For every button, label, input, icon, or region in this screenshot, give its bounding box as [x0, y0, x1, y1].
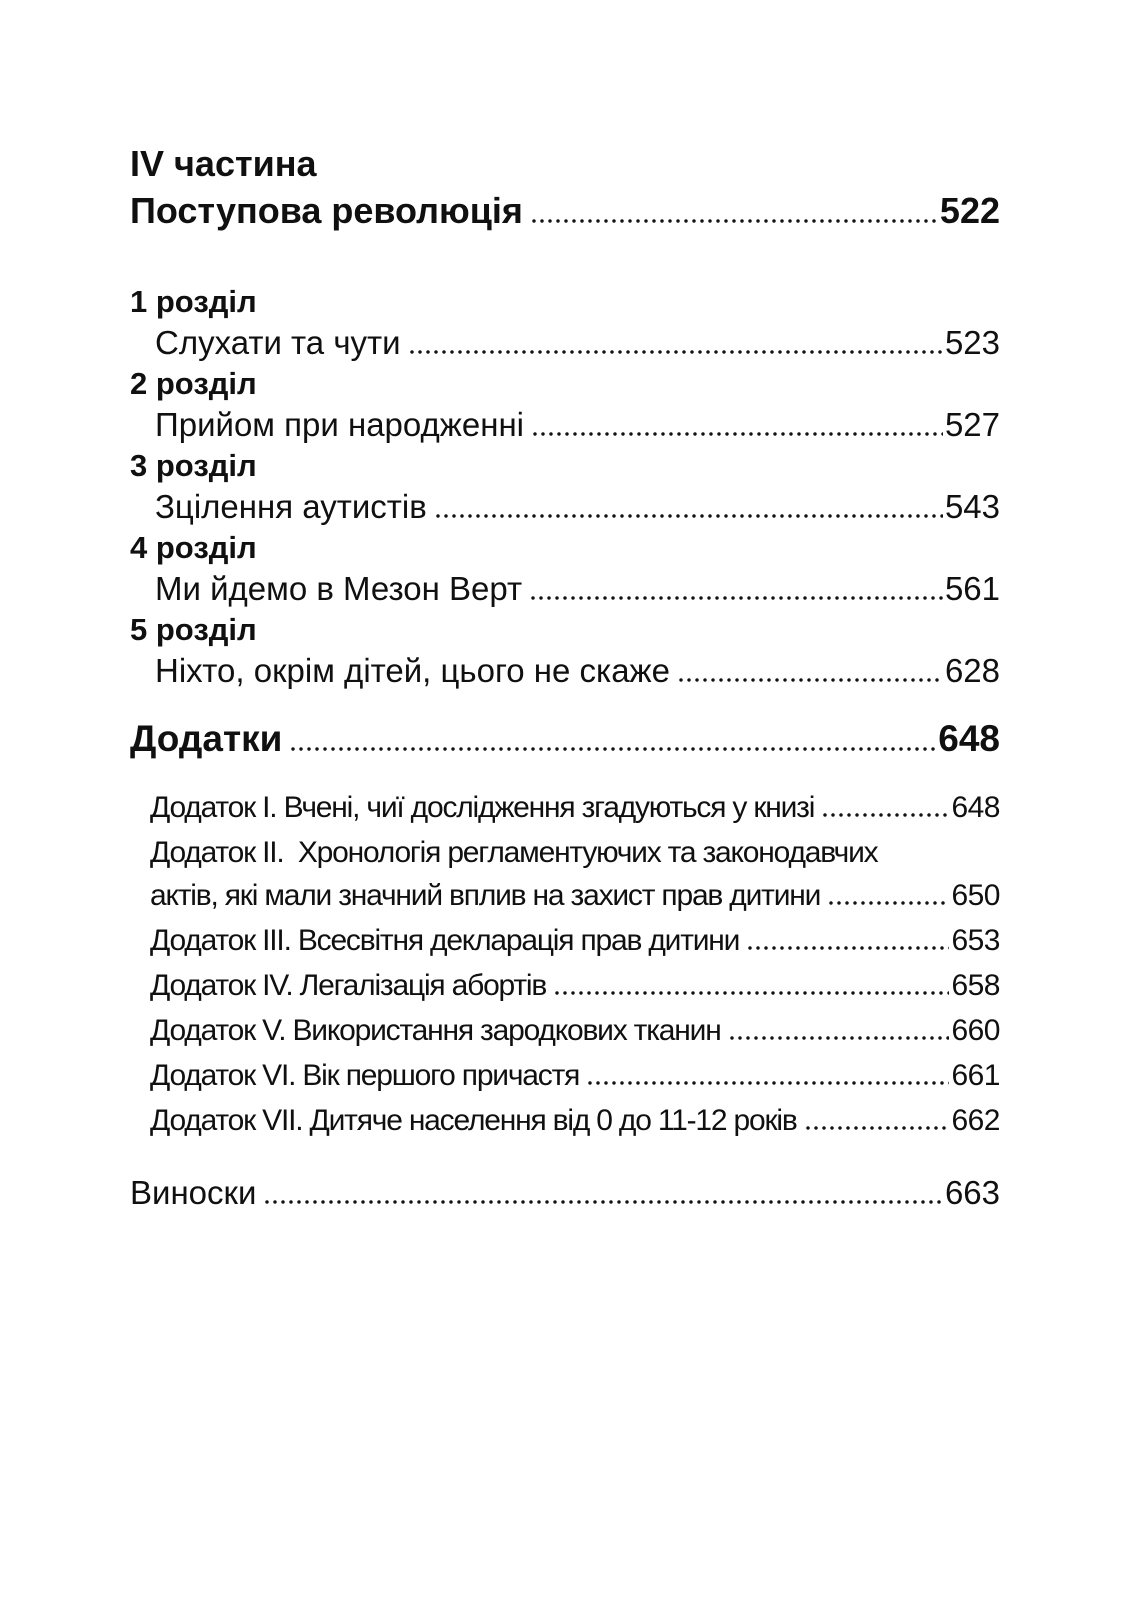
chapter-4-number: 4 розділ: [130, 530, 257, 565]
dot-leader: [263, 1200, 943, 1204]
appendix-2-row: [150, 874, 1000, 917]
chapter-1-row: [130, 322, 1000, 363]
dot-leader: [289, 747, 936, 751]
appendix-2-title-line1: Додаток II. Хронологія регламентуючих та законодавчих: [150, 836, 878, 869]
appendix-3-page-number: 653: [951, 924, 1000, 957]
chapter-2-row: [130, 404, 1000, 445]
chapter-block-1: [130, 281, 1000, 363]
dot-leader: [804, 1126, 950, 1130]
dot-leader: [434, 514, 943, 518]
chapter-3-row: [130, 486, 1000, 527]
appendix-2-title-line2: актів, які мали значний вплив на захист прав дитини: [150, 879, 821, 912]
chapter-5-page-number: 628: [944, 652, 1000, 689]
appendix-3-row: [130, 919, 1000, 962]
appendix-5-row: [130, 1009, 1000, 1052]
appendix-1-title: Додаток I. Вчені, чиї дослідження згадуються у книзі: [150, 791, 815, 824]
part-title: Поступова революція: [130, 190, 523, 231]
appendix-6-title: Додаток VI. Вік першого причастя: [150, 1059, 580, 1092]
chapter-2-page-number: 527: [944, 406, 1000, 443]
footnotes-page-number: 663: [944, 1174, 1000, 1211]
chapter-list: [130, 281, 1000, 691]
chapter-1-page-number: 523: [944, 324, 1000, 361]
footnotes-row: [130, 1172, 1000, 1214]
dot-leader: [677, 678, 943, 682]
chapter-3-page-number: 543: [944, 488, 1000, 525]
dot-leader: [821, 813, 949, 817]
appendix-5-title: Додаток V. Використання зародкових тканин: [150, 1014, 721, 1047]
appendix-2-page-number: 650: [951, 879, 1000, 912]
chapter-3-title: Зцілення аутистів: [155, 488, 427, 525]
part-title-row: [130, 187, 1000, 234]
chapter-block-5: [130, 609, 1000, 691]
chapter-block-3: [130, 445, 1000, 527]
appendix-7-page-number: 662: [951, 1104, 1000, 1137]
appendix-7-title: Додаток VII. Дитяче населення від 0 до 11-12 років: [150, 1104, 797, 1137]
appendix-6-page-number: 661: [951, 1059, 1000, 1092]
appendices-heading-row: [130, 715, 1000, 763]
appendix-6-row: [130, 1054, 1000, 1097]
dot-leader: [408, 350, 943, 354]
dot-leader: [728, 1036, 950, 1040]
appendices-heading-title: Додатки: [130, 718, 283, 759]
chapter-1-title: Слухати та чути: [155, 324, 401, 361]
part-kicker: IV частина: [130, 143, 317, 184]
chapter-4-row: [130, 568, 1000, 609]
appendix-4-row: [130, 964, 1000, 1007]
dot-leader: [530, 219, 938, 223]
appendix-1-row: [130, 786, 1000, 829]
chapter-5-title: Ніхто, окрім дітей, цього не скаже: [155, 652, 670, 689]
chapter-3-number: 3 розділ: [130, 448, 257, 483]
chapter-1-number: 1 розділ: [130, 284, 257, 319]
dot-leader: [827, 901, 949, 905]
dot-leader: [746, 946, 949, 950]
dot-leader: [531, 432, 943, 436]
chapter-block-4: [130, 527, 1000, 609]
appendix-7-row: [130, 1099, 1000, 1142]
chapter-4-page-number: 561: [944, 570, 1000, 607]
chapter-4-title: Ми йдемо в Мезон Верт: [155, 570, 523, 607]
footnotes-title: Виноски: [130, 1174, 257, 1211]
appendix-2-block: [130, 831, 1000, 917]
appendix-4-page-number: 658: [951, 969, 1000, 1002]
appendix-3-title: Додаток III. Всесвітня декларація прав дитини: [150, 924, 740, 957]
part-page-number: 522: [939, 190, 1000, 231]
dot-leader: [586, 1081, 949, 1085]
chapter-5-row: [130, 650, 1000, 691]
appendix-1-page-number: 648: [951, 791, 1000, 824]
appendix-4-title: Додаток IV. Легалізація абортів: [150, 969, 547, 1002]
chapter-2-title: Прийом при народженні: [155, 406, 524, 443]
dot-leader: [529, 596, 943, 600]
chapter-block-2: [130, 363, 1000, 445]
appendix-5-page-number: 660: [951, 1014, 1000, 1047]
dot-leader: [553, 991, 949, 995]
chapter-2-number: 2 розділ: [130, 366, 257, 401]
chapter-5-number: 5 розділ: [130, 612, 257, 647]
appendix-list: [130, 786, 1000, 1142]
appendices-heading-page-number: 648: [938, 718, 1000, 759]
